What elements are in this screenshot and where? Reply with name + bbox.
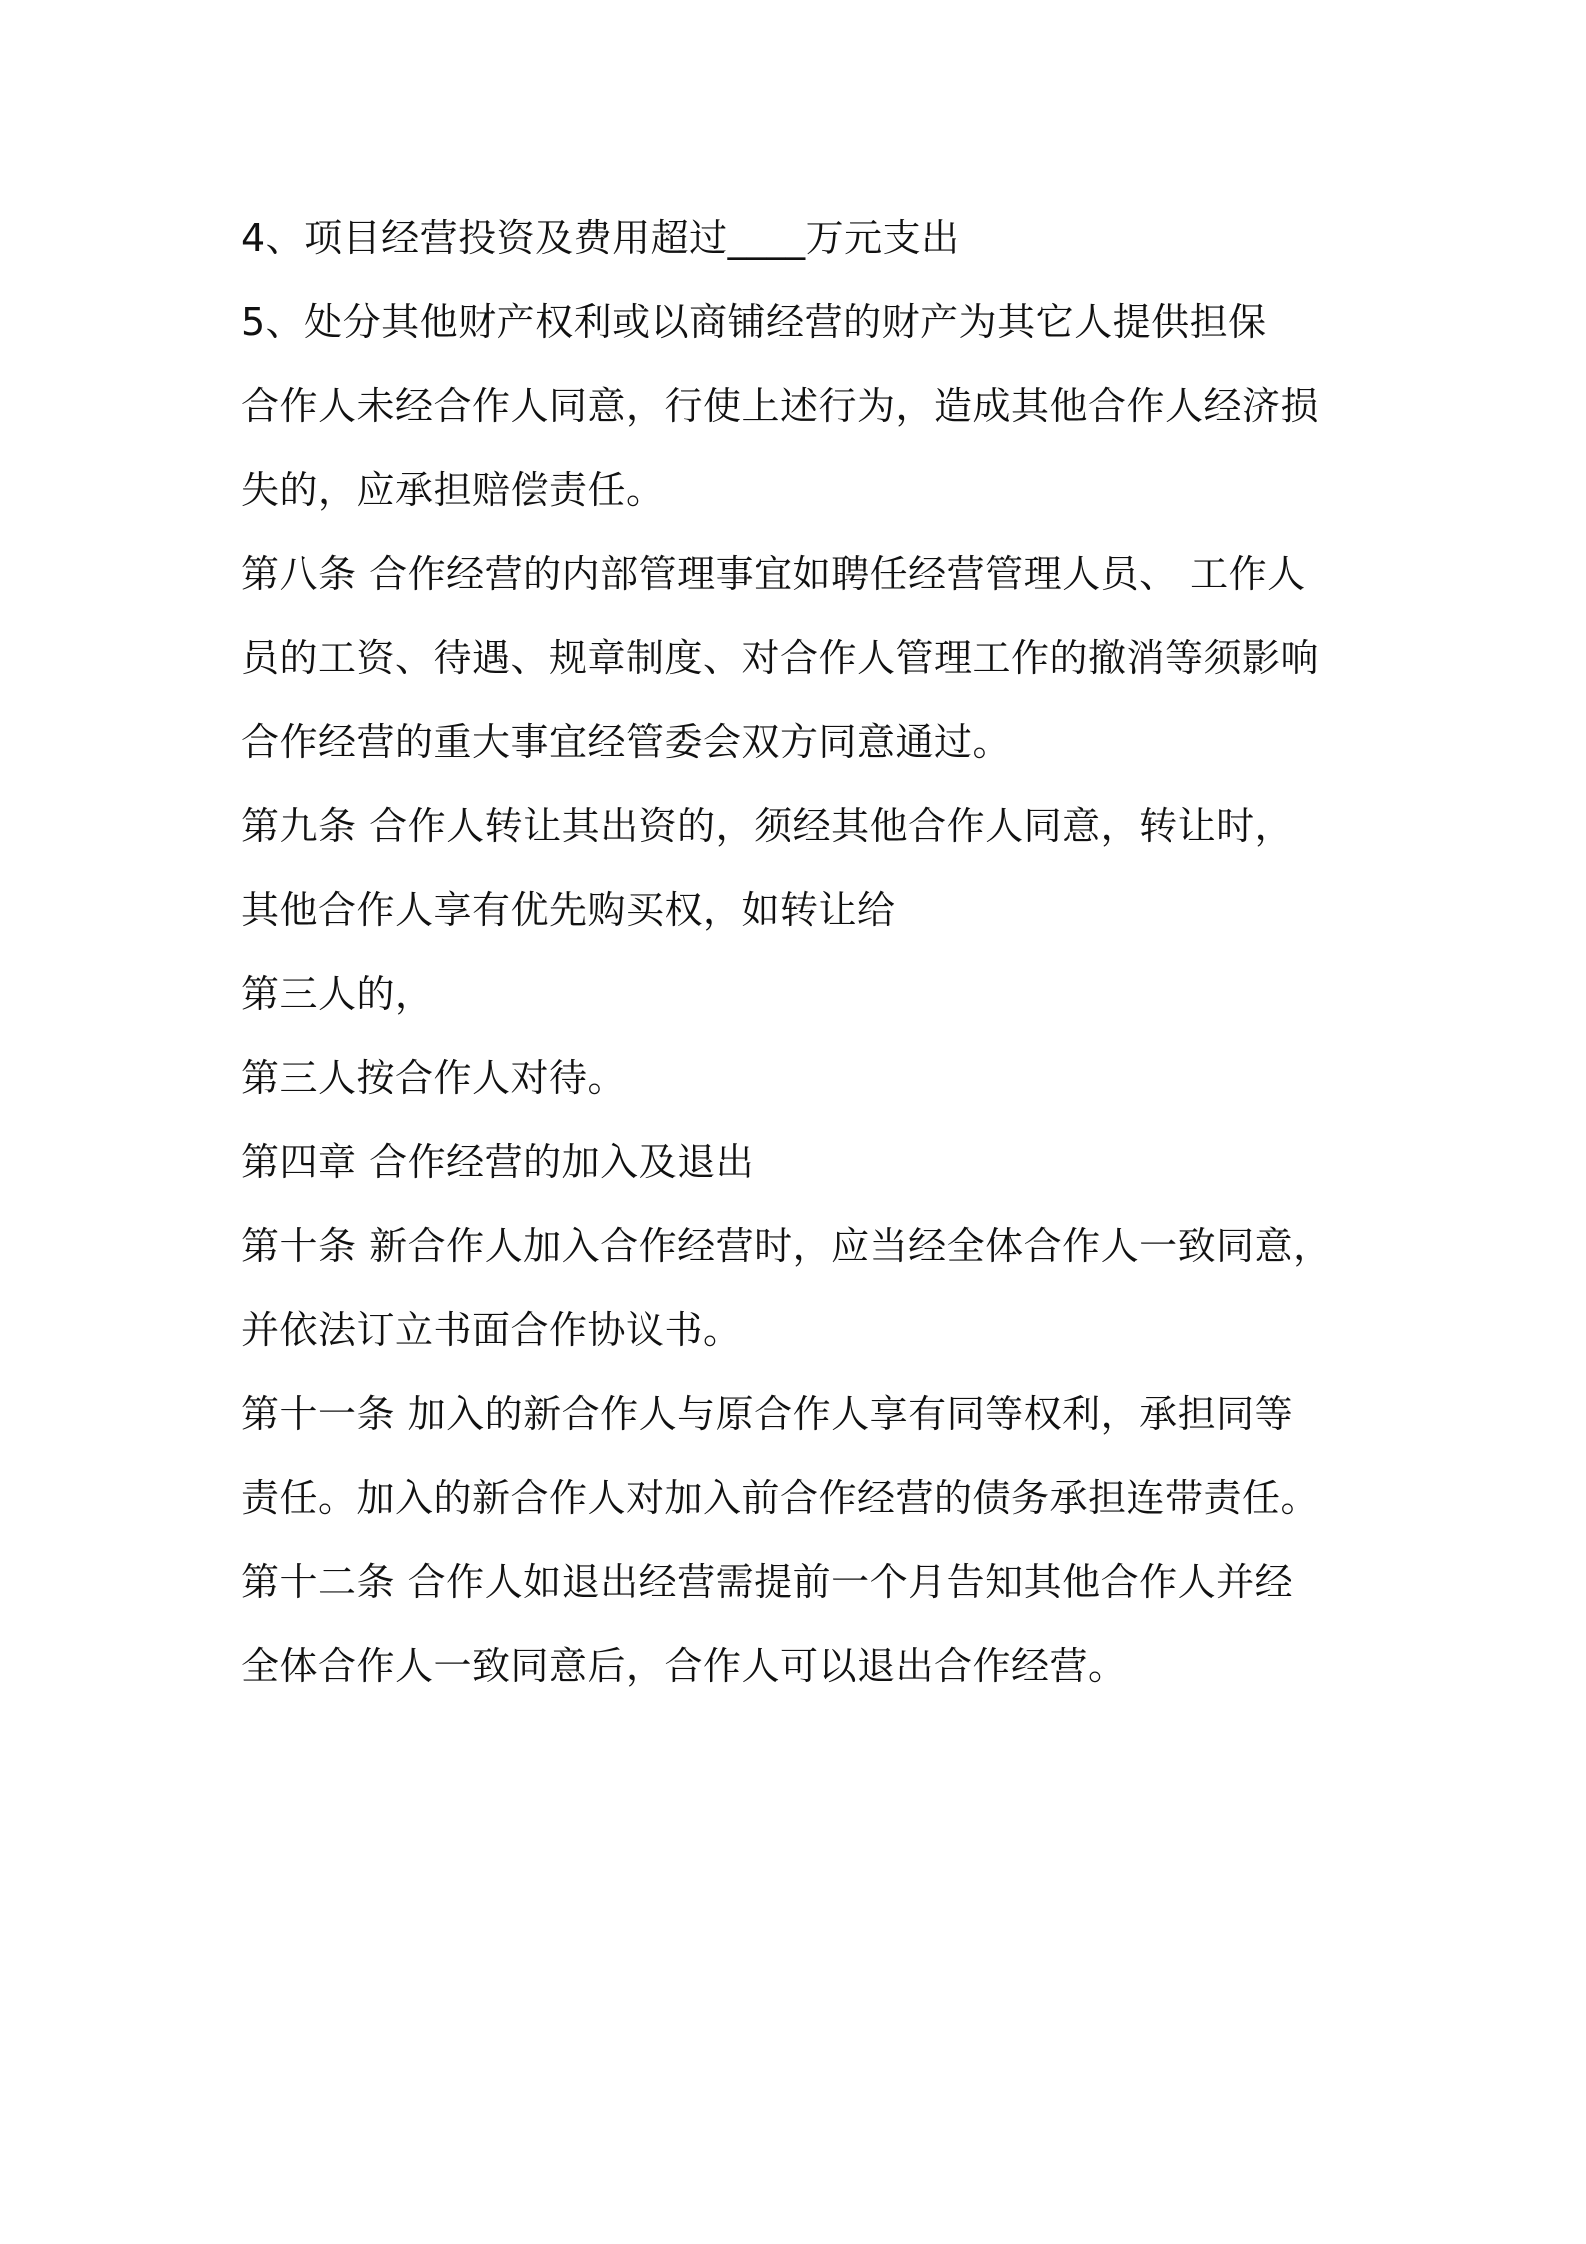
text-line-item-5: 5、处分其他财产权利或以商铺经营的财产为其它人提供担保 (241, 300, 1267, 344)
text-line: 失的，应承担赔偿责任。 (241, 468, 665, 512)
text-line: 第三人按合作人对待。 (241, 1056, 627, 1100)
article-10-line: 第十条 新合作人加入合作经营时，应当经全体合作人一致同意， (241, 1224, 1332, 1268)
text-line: 并依法订立书面合作协议书。 (241, 1308, 742, 1352)
article-12-line: 第十二条 合作人如退出经营需提前一个月告知其他合作人并经 (241, 1560, 1294, 1604)
chapter-4-heading: 第四章 合作经营的加入及退出 (241, 1140, 755, 1184)
text-line: 第三人的， (241, 972, 434, 1016)
text-line-item-4: 4、项目经营投资及费用超过____万元支出 (241, 216, 960, 260)
text-line: 合作人未经合作人同意，行使上述行为，造成其他合作人经济损 (241, 384, 1320, 428)
text-line: 责任。加入的新合作人对加入前合作经营的债务承担连带责任。 (241, 1476, 1320, 1520)
text-line: 全体合作人一致同意后，合作人可以退出合作经营。 (241, 1644, 1127, 1688)
text-line: 其他合作人享有优先购买权，如转让给 (241, 888, 896, 932)
text-line: 合作经营的重大事宜经管委会双方同意通过。 (241, 720, 1012, 764)
article-9-line: 第九条 合作人转让其出资的，须经其他合作人同意，转让时， (241, 804, 1294, 848)
text-line: 员的工资、待遇、规章制度、对合作人管理工作的撤消等须影响 (241, 636, 1320, 680)
article-11-line: 第十一条 加入的新合作人与原合作人享有同等权利，承担同等 (241, 1392, 1294, 1436)
document-body (241, 196, 1391, 1708)
article-8-line: 第八条 合作经营的内部管理事宜如聘任经营管理人员、 工作人 (241, 552, 1306, 596)
